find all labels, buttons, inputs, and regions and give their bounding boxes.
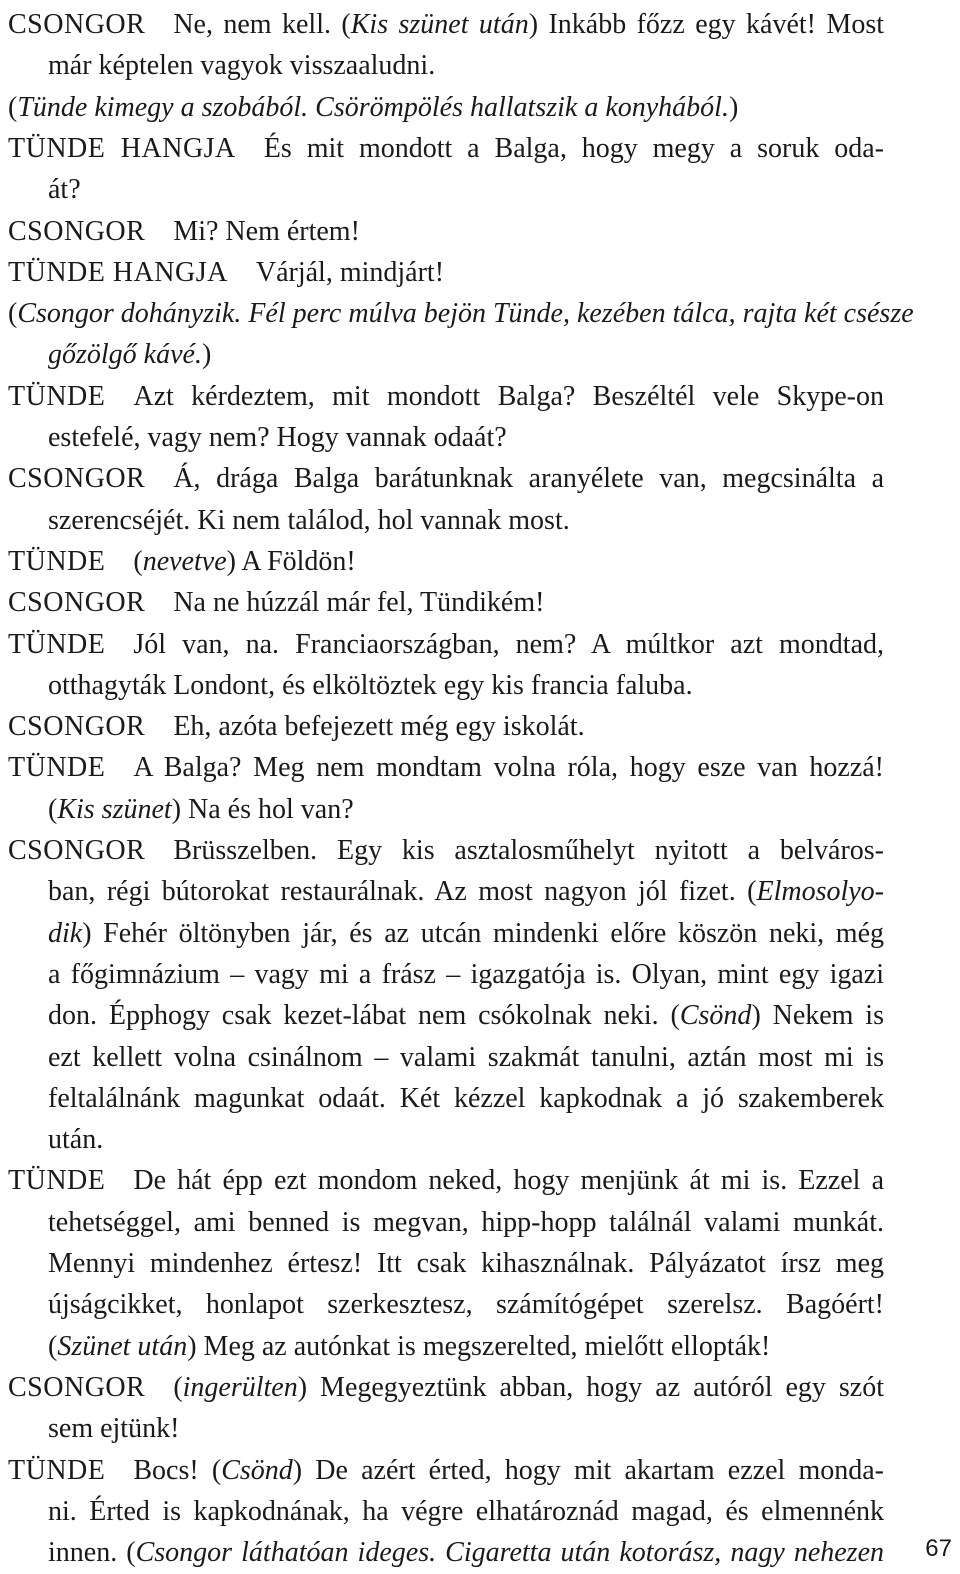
speaker-name: TÜNDE <box>8 1165 106 1197</box>
text-line <box>48 1202 884 1243</box>
line-text: Mennyi mindenhez értesz! Itt csak kihasználnak. Pályázatot írsz meg <box>48 1248 884 1279</box>
speaker-name: TÜNDE HANGJA <box>8 132 236 164</box>
speaker-name: CSONGOR <box>8 587 146 619</box>
speech-line <box>8 747 884 788</box>
text-line <box>48 45 884 86</box>
speech-line <box>8 128 884 169</box>
stage-direction: Csönd <box>221 1454 293 1486</box>
stage-direction: Csongor láthatóan ideges. Cigaretta után kotorász, nagy nehezen <box>135 1537 885 1569</box>
line-text: don. Épphogy csak kezet-lábat nem csókolnak neki. ( <box>48 1000 680 1032</box>
line-text: át? <box>48 174 81 206</box>
line-text: Jól van, na. Franciaországban, nem? A múltkor azt mondtad, <box>133 628 884 660</box>
speaker-name: CSONGOR <box>8 463 146 495</box>
speaker-name: CSONGOR <box>8 215 146 247</box>
line-text: innen. ( <box>48 1537 136 1569</box>
speech-line <box>8 211 884 252</box>
line-text: ) Na és hol van? <box>171 793 354 825</box>
line-text: ) Nekem is <box>751 1000 884 1032</box>
speech-line <box>8 706 884 747</box>
line-text: otthagyták Londont, és elköltöztek egy kis francia faluba. <box>48 669 693 701</box>
line-text: Bocs! ( <box>133 1454 222 1486</box>
text-line <box>48 913 884 954</box>
speech-line <box>8 4 884 45</box>
speech-line <box>8 1450 884 1491</box>
line-text: Ne, nem kell. ( <box>173 9 351 40</box>
text-line <box>48 995 884 1036</box>
line-text: ) <box>728 91 739 123</box>
stage-direction: nevetve <box>142 545 227 577</box>
line-text: Azt kérdeztem, mit mondott Balga? Beszéltél vele Skype-on <box>133 380 884 412</box>
speech-line <box>8 582 884 623</box>
speech-line <box>8 624 884 665</box>
line-text: már képtelen vagyok visszaaludni. <box>48 50 436 82</box>
line-text: ( <box>173 1371 183 1403</box>
line-text: ( <box>48 1330 58 1362</box>
line-text: tehetséggel, ami benned is megvan, hipp-hopp találnál valami munkát. <box>48 1206 884 1238</box>
line-text: után. <box>48 1124 104 1156</box>
line-text: ( <box>48 793 58 825</box>
line-text: ( <box>8 298 18 330</box>
speaker-name: TÜNDE <box>8 752 106 784</box>
text-line <box>48 1532 884 1573</box>
line-text: Várjál, mindjárt! <box>255 256 445 288</box>
speech-line <box>8 1367 884 1408</box>
speaker-name: TÜNDE HANGJA <box>8 256 228 288</box>
stage-direction: Csönd <box>679 1000 752 1032</box>
line-text: szerencséjét. Ki nem találod, hol vannak most. <box>48 504 570 536</box>
text-line <box>48 1037 884 1078</box>
text-line <box>48 1491 884 1532</box>
line-text: A Balga? Meg nem mondtam volna róla, hogy esze van hozzá! <box>133 752 884 784</box>
line-text: a főgimnázium – vagy mi a frász – igazgatója is. Olyan, mint egy igazi <box>48 958 884 990</box>
speaker-name: TÜNDE <box>8 628 106 660</box>
stage-direction: Szünet után <box>57 1330 188 1362</box>
stage-direction: Kis szünet után <box>350 9 529 40</box>
text-line <box>48 789 884 830</box>
speech-line <box>8 252 884 293</box>
text-line <box>48 500 884 541</box>
stage-direction: gőzölgő kávé. <box>48 339 202 371</box>
line-text: De hát épp ezt mondom neked, hogy menjünk át mi is. Ezzel a <box>133 1165 884 1197</box>
line-text: ni. Érted is kapkodnának, ha végre elhatároznád magad, és elmennénk <box>48 1495 884 1527</box>
line-text: ) Megegyeztünk abban, hogy az autóról egy szót <box>297 1371 884 1403</box>
text-line <box>48 1119 884 1160</box>
speaker-name: CSONGOR <box>8 711 146 743</box>
speech-line <box>8 830 884 871</box>
speaker-name: TÜNDE <box>8 380 106 412</box>
stage-direction: Elmosolyo- <box>756 876 884 908</box>
text-line <box>48 334 884 375</box>
speech-line <box>8 1160 884 1201</box>
line-text: Eh, azóta befejezett még egy iskolát. <box>173 711 585 743</box>
line-text: ) A Földön! <box>226 545 356 577</box>
text-line <box>48 1326 884 1367</box>
speech-line <box>8 376 884 417</box>
stage-direction: Tünde kimegy a szobából. Csörömpölés hallatszik a konyhából. <box>17 91 729 123</box>
speaker-name: TÜNDE <box>8 1454 106 1486</box>
line-text: estefelé, vagy nem? Hogy vannak odaát? <box>48 422 507 453</box>
text-line <box>48 871 884 912</box>
line-text: Á, drága Balga barátunknak aranyélete van, megcsinálta a <box>173 463 884 495</box>
line-text: ) Meg az autónkat is megszerelted, mielőtt ellopták! <box>187 1330 771 1362</box>
line-text: ) Inkább főzz egy kávét! Most <box>528 9 884 40</box>
line-text: ezt kellett volna csinálnom – valami szakmát tanulni, aztán most mi is <box>48 1041 884 1073</box>
speech-line <box>8 458 884 499</box>
line-text: Na ne húzzál már fel, Tündikém! <box>173 587 545 619</box>
line-text: És mit mondott a Balga, hogy megy a soruk oda- <box>263 132 884 164</box>
text-line <box>48 1243 884 1284</box>
line-text: feltalálnánk magunkat odaát. Két kézzel kapkodnak a jó szakemberek <box>48 1082 884 1114</box>
line-text: Brüsszelben. Egy kis asztalosműhelyt nyitott a belváros- <box>173 835 884 866</box>
stage-direction: Kis szünet <box>57 793 172 825</box>
text-line <box>48 169 884 210</box>
text-line <box>8 87 884 128</box>
stage-direction: dik <box>48 917 83 949</box>
line-text: ) Fehér öltönyben jár, és az utcán mindenki előre köszön neki, még <box>82 917 884 949</box>
text-line <box>48 954 884 995</box>
line-text: ban, régi bútorokat restaurálnak. Az most nagyon jól fizet. ( <box>48 876 757 908</box>
text-line <box>8 293 914 334</box>
text-line <box>48 665 884 706</box>
page-number: 67 <box>925 1535 952 1562</box>
line-text: ) <box>201 339 212 371</box>
text-line <box>48 1408 884 1449</box>
stage-direction: Csongor dohányzik. Fél perc múlva bejön Tünde, kezében tálca, rajta két csésze <box>17 298 914 330</box>
line-text: Mi? Nem értem! <box>173 215 360 247</box>
text-line <box>48 417 884 458</box>
line-text: ) De azért érted, hogy mit akartam ezzel monda- <box>292 1454 884 1486</box>
text-line <box>48 1284 884 1325</box>
line-text: sem ejtünk! <box>48 1413 180 1445</box>
speech-line <box>8 541 884 582</box>
line-text: ( <box>8 91 18 123</box>
text-line <box>48 1078 884 1119</box>
line-text: újságcikket, honlapot szerkesztesz, számítógépet szerelsz. Bagóért! <box>48 1289 884 1321</box>
speaker-name: CSONGOR <box>8 1371 146 1403</box>
speaker-name: CSONGOR <box>8 9 146 40</box>
speaker-name: CSONGOR <box>8 835 146 866</box>
stage-direction: ingerülten <box>182 1371 298 1403</box>
speaker-name: TÜNDE <box>8 545 106 577</box>
line-text: ( <box>133 545 143 577</box>
